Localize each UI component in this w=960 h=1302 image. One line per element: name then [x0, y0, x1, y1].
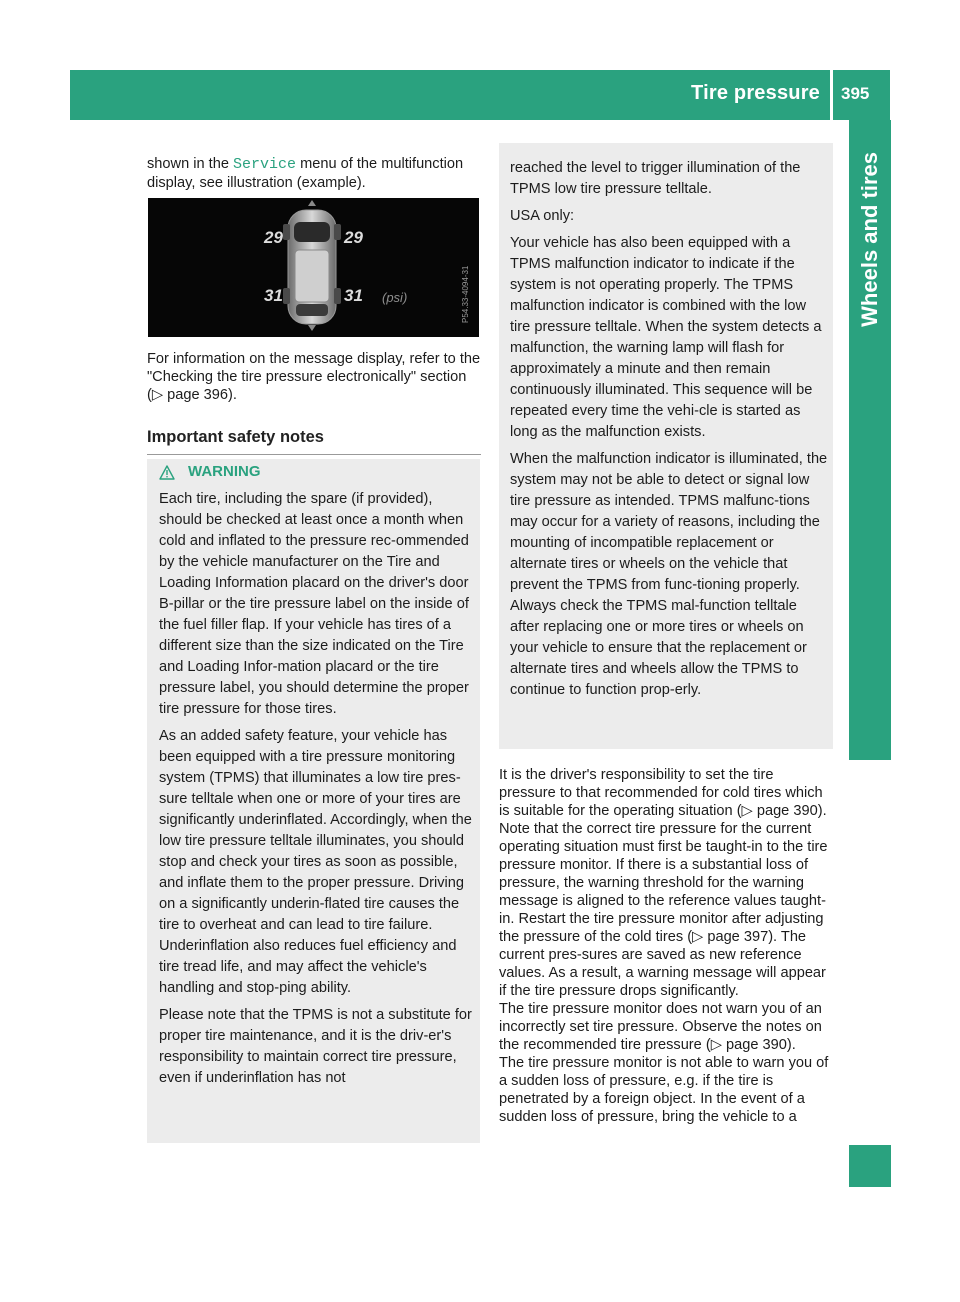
warning-paragraph: Each tire, including the spare (if provided), should be checked at least once a month when cold and inflated to the pressure rec-ommended by the vehicle manufacturer on the Tire and Loading Information placard on the driver's door B-pillar or the tire pressure label on the inside of the fuel filler flap. If your vehicle has tires of a different size than the size indicated on the Tire and Loading Infor-mation placard or the tire pressure label, you should determine the proper tire pressure for those tires.	[159, 491, 469, 717]
warning-text	[159, 489, 477, 1095]
header-divider	[830, 70, 833, 120]
warning-paragraph: reached the level to trigger illumination of the TPMS low tire pressure telltale.	[510, 160, 801, 197]
front-left-pressure: 29	[264, 228, 283, 247]
service-menu-name: Service	[233, 156, 297, 173]
intro-paragraph	[147, 155, 481, 192]
chapter-marker-block	[849, 1145, 891, 1187]
intro-text-block	[147, 155, 481, 192]
chapter-label: Wheels and tires	[857, 152, 882, 327]
warning-text-continued	[510, 158, 830, 707]
rear-right-pressure: 31	[344, 286, 363, 305]
intro-suffix: menu of the multifunction display, see illustration (example).	[147, 156, 464, 191]
info-text-block	[147, 350, 481, 404]
body-paragraph: The tire pressure monitor is not able to warn you of a sudden loss of pressure, e.g. if the tire is penetrated by a foreign object. In the event of a sudden loss of pressure, bring the vehicle to a	[499, 1055, 829, 1125]
usa-only-label: USA only:	[510, 208, 575, 224]
rear-left-pressure: 31	[264, 286, 283, 305]
info-paragraph: For information on the message display, refer to the "Checking the tire pressure electronically" section (▷ page 396).	[147, 351, 481, 403]
warning-header	[159, 463, 469, 483]
warning-paragraph: When the malfunction indicator is illuminated, the system may not be able to detect or signal low tire pressure as intended. TPMS malfunc-tions may occur for a variety of reasons, including the mounting of incompatible replacement or alternate tires or wheels on the vehicle that prevent the TPMS from func-tioning properly. Always check the TPMS mal-function telltale after replacing one or more tires or wheels on your vehicle to ensure that the replacement or alternate tires and wheels allow the TPMS to continue to function prop-erly.	[510, 451, 828, 698]
page-number: 395	[841, 84, 870, 103]
tire-pressure-display-illustration	[148, 198, 479, 337]
warning-paragraph: Your vehicle has also been equipped with a TPMS malfunction indicator to indicate if the system is not operating properly. The TPMS malfunction indicator is combined with the low tire pressure telltale. When the system detects a malfunction, the warning lamp will flash for approximately a minute and then remain continuously illuminated. This sequence will be repeated every time the vehi-cle is started as long as the malfunction exists.	[510, 235, 822, 440]
front-right-pressure: 29	[344, 228, 363, 247]
warning-paragraph: As an added safety feature, your vehicle has been equipped with a tire pressure monitoring system (TPMS) that illuminates a low tire pres-sure telltale when one or more of your tires are significantly underinflated. Accordingly, when the low tire pressure telltale illuminates, you should stop and check your tires as soon as possible, and inflate them to the proper pressure. Driving on a significantly underin-flated tire causes the tire to overheat and can lead to tire failure. Underinflation also reduces fuel efficiency and tire tread life, and may affect the vehicle's handling and stop-ping ability.	[159, 728, 472, 996]
section-heading: Important safety notes	[147, 428, 324, 446]
heading-rule	[147, 454, 481, 455]
figure-code: P54.33-4094-31	[461, 265, 470, 323]
body-paragraph: It is the driver's responsibility to set the tire pressure to that recommended for cold tires which is suitable for the operating situation (▷ page 390). Note that the correct tire pressure for the current operating situation must first be taught-in to the tire pressure monitor. If there is a substantial loss of pressure, the warning threshold for the warning message is aligned to the reference values taught-in. Restart the tire pressure monitor after adjusting the pressure of the cold tires (▷ page 397). The current pres-sures are saved as new reference values. As a result, a warning message will appear if the tire pressure drops significantly.	[499, 767, 828, 999]
page-title: Tire pressure	[691, 82, 820, 104]
pressure-unit: (psi)	[382, 290, 408, 305]
body-paragraph: The tire pressure monitor does not warn you of an incorrectly set tire pressure. Observe the notes on the recommended tire pressure (▷ page 390).	[499, 1001, 822, 1053]
intro-prefix: shown in the	[147, 156, 233, 172]
vehicle-top-view-icon	[148, 198, 479, 337]
warning-label: WARNING	[188, 463, 261, 480]
warning-triangle-icon	[159, 465, 175, 480]
body-text-block	[499, 766, 833, 1126]
warning-paragraph: Please note that the TPMS is not a substitute for proper tire maintenance, and it is the driv-er's responsibility to maintain correct tire pressure, even if underinflation has not	[159, 1007, 472, 1086]
